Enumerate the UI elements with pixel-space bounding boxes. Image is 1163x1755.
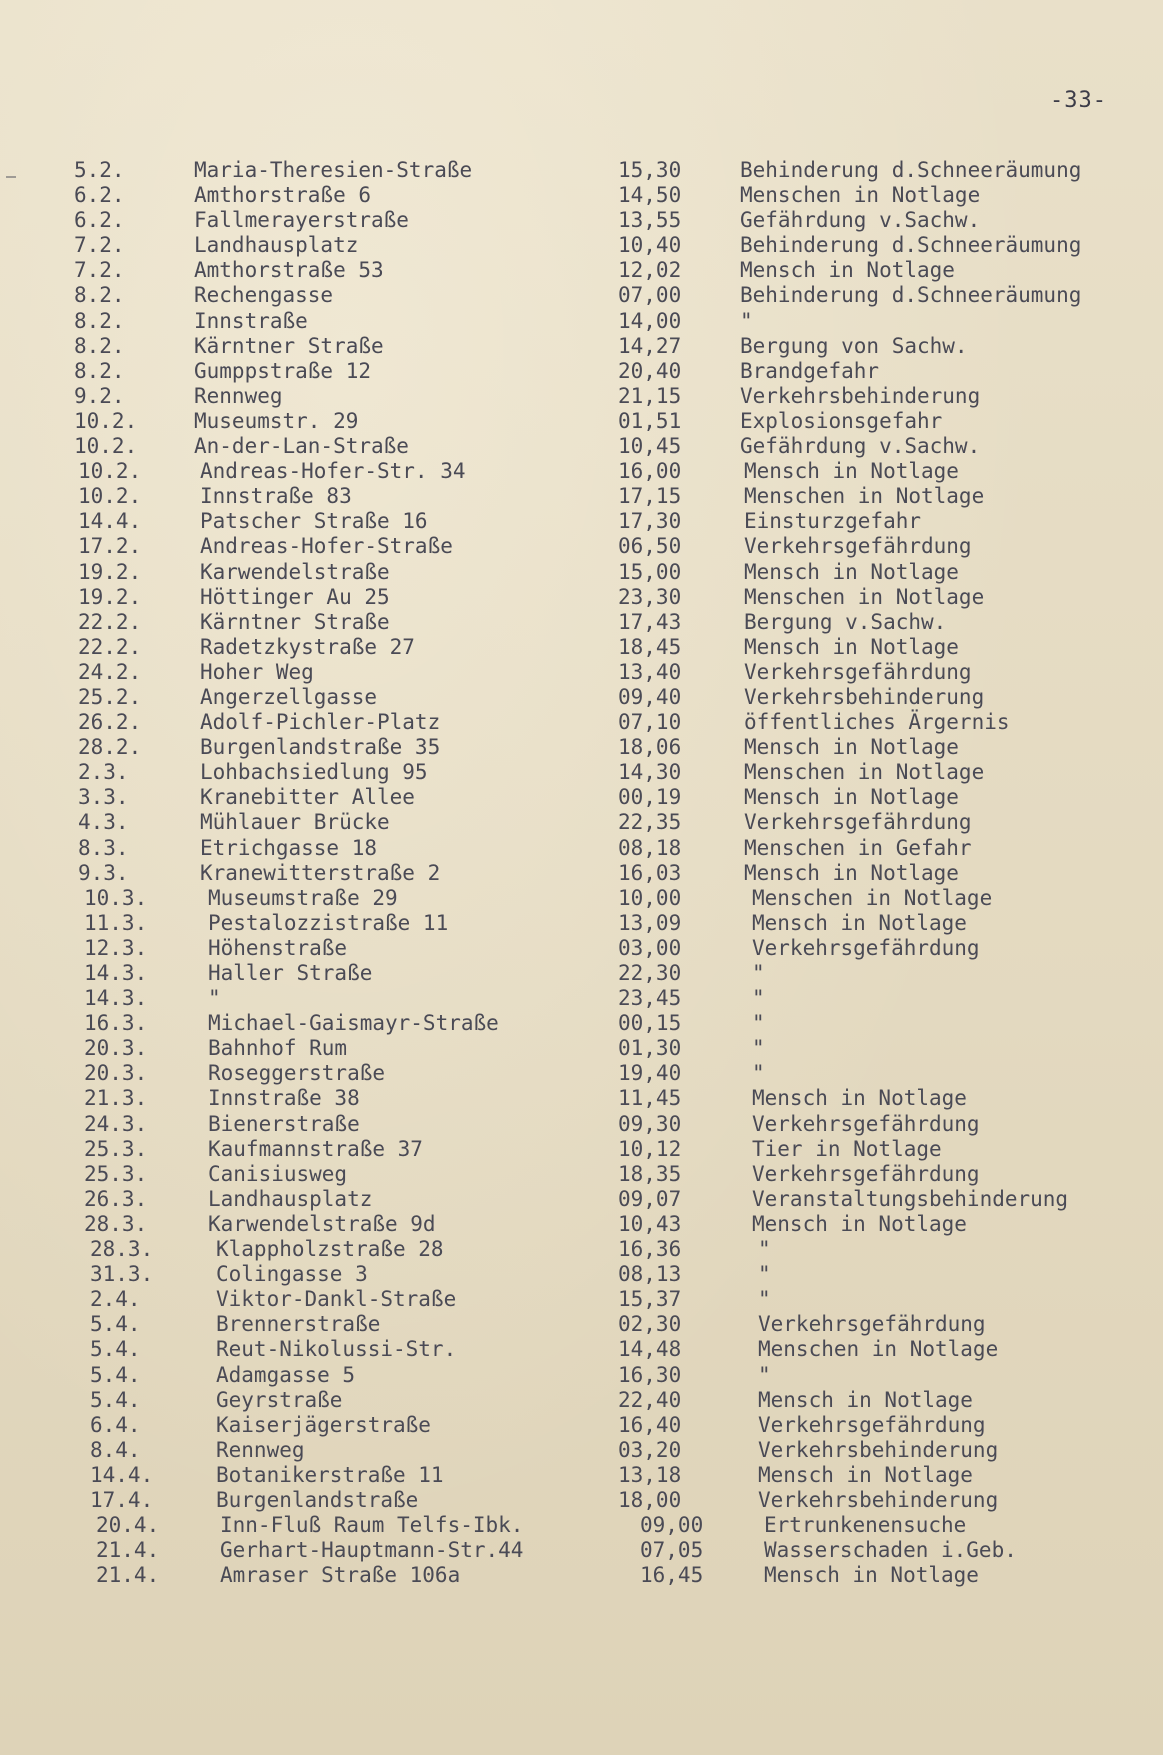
list-item [0,183,1163,208]
entry-place: Brennerstraße [216,1312,381,1337]
entry-place: " [208,986,221,1011]
entry-time: 13,55 [618,208,682,233]
entry-time: 09,30 [618,1111,682,1136]
entry-place: Haller Straße [208,961,373,985]
entry-date: 4.3. [78,810,129,835]
entry-reason: " [758,1362,771,1387]
entry-place: Adamgasse 5 [216,1362,356,1387]
entry-time: 18,00 [618,1487,682,1512]
entry-reason: Brandgefahr [740,358,880,383]
entry-place: Karwendelstraße 9d [208,1211,436,1236]
entry-reason: Verkehrsgefährdung [752,935,980,960]
entry-date: 7.2. [74,233,125,258]
entry-place: Museumstraße 29 [208,885,398,910]
list-item [0,459,1163,484]
list-item [0,635,1163,660]
entry-place: Innstraße [194,308,308,333]
entry-time: 09,40 [618,684,682,709]
entry-date: 6.4. [90,1412,141,1437]
list-item [0,1563,1163,1588]
entry-date: 17.4. [90,1487,154,1512]
entry-time: 11,45 [618,1086,682,1111]
entry-time: 10,12 [618,1136,682,1161]
entry-date: 8.2. [74,308,125,333]
list-item [0,785,1163,810]
entry-reason: Verkehrsbehinderung [740,383,981,408]
entry-reason: Verkehrsgefährdung [752,1161,980,1186]
entry-date: 14.4. [78,509,142,534]
entry-place: Landhausplatz [194,233,359,258]
entry-time: 15,00 [618,559,682,584]
entry-place: Amraser Straße 106a [220,1563,461,1588]
list-item [0,1488,1163,1513]
entry-place: Burgenlandstraße [216,1487,419,1512]
entry-reason: Veranstaltungsbehinderung [752,1186,1069,1211]
list-item [0,911,1163,936]
entry-date: 10.3. [84,885,148,910]
entry-reason: Mensch in Notlage [744,735,959,760]
entry-date: 9.3. [78,860,129,885]
list-item [0,484,1163,509]
entry-date: 6.2. [74,208,125,233]
entry-time: 14,00 [618,308,682,333]
list-item [0,208,1163,233]
entry-date: 10.2. [78,459,142,484]
entry-place: Viktor-Dankl-Straße [216,1287,457,1312]
entry-place: Gerhart-Hauptmann-Str.44 [220,1538,524,1563]
entry-reason: Verkehrsgefährdung [758,1412,986,1437]
entry-date: 5.2. [74,158,125,182]
entry-reason: Wasserschaden i.Geb. [764,1538,1017,1563]
entry-time: 22,35 [618,810,682,835]
entry-date: 22.2. [78,609,142,634]
entry-reason: Behinderung d.Schneeräumung [740,283,1082,308]
entry-date: 28.3. [90,1237,154,1262]
entry-date: 21.3. [84,1086,148,1111]
entry-reason: " [752,1011,765,1036]
entry-place: Kärntner Straße [200,609,390,634]
entry-time: 14,48 [618,1337,682,1362]
entry-date: 14.4. [90,1462,154,1487]
entry-place: Hoher Weg [200,659,314,684]
entry-time: 23,45 [618,986,682,1011]
entry-date: 25.3. [84,1161,148,1186]
entry-place: Kranewitterstraße 2 [200,860,441,885]
entry-place: Pestalozzistraße 11 [208,910,449,935]
entry-time: 22,40 [618,1387,682,1412]
entry-time: 10,45 [618,434,682,459]
entry-time: 01,30 [618,1036,682,1061]
entry-reason: Behinderung d.Schneeräumung [740,158,1082,182]
entry-date: 14.3. [84,961,148,985]
entry-date: 28.3. [84,1211,148,1236]
entry-place: Rennweg [216,1437,305,1462]
entry-place: Bahnhof Rum [208,1036,348,1061]
entry-reason: öffentliches Ärgernis [744,710,1010,735]
entry-time: 21,15 [618,383,682,408]
entry-place: Karwendelstraße [200,559,390,584]
entry-reason: Mensch in Notlage [758,1387,973,1412]
entry-reason: Mensch in Notlage [744,459,959,484]
entry-date: 24.2. [78,659,142,684]
entry-date: 10.2. [74,408,138,433]
entry-time: 12,02 [618,258,682,283]
list-item [0,760,1163,785]
entry-place: Rennweg [194,383,283,408]
list-item [0,836,1163,861]
entry-time: 20,40 [618,358,682,383]
entry-date: 10.2. [74,434,138,459]
entry-date: 20.3. [84,1036,148,1061]
entry-time: 14,50 [618,183,682,208]
list-item [0,585,1163,610]
list-item [0,685,1163,710]
entry-reason: Tier in Notlage [752,1136,942,1161]
entry-place: Museumstr. 29 [194,408,359,433]
entry-date: 2.3. [78,760,129,785]
entry-place: Angerzellgasse [200,684,378,709]
entry-date: 21.4. [96,1563,160,1588]
entry-reason: Verkehrsgefährdung [744,810,972,835]
entry-date: 2.4. [90,1287,141,1312]
list-item [0,1388,1163,1413]
entry-time: 18,06 [618,735,682,760]
entry-reason: Mensch in Notlage [758,1462,973,1487]
entry-time: 22,30 [618,961,682,985]
list-item [0,1237,1163,1262]
list-item [0,610,1163,635]
entry-reason: Menschen in Notlage [744,760,985,785]
entry-place: Amthorstraße 53 [194,258,384,283]
entry-time: 16,40 [618,1412,682,1437]
entry-reason: Verkehrsbehinderung [758,1437,999,1462]
entry-date: 28.2. [78,735,142,760]
entry-reason: Mensch in Notlage [744,785,959,810]
entry-reason: Gefährdung v.Sachw. [740,208,981,233]
entry-reason: " [740,308,753,333]
entry-reason: Mensch in Notlage [752,1086,967,1111]
entry-reason: Verkehrsgefährdung [752,1111,980,1136]
entry-reason: " [752,1061,765,1086]
list-item [0,810,1163,835]
list-item [0,660,1163,685]
entry-date: 20.4. [96,1513,160,1538]
entry-reason: Mensch in Notlage [752,1211,967,1236]
entry-reason: Verkehrsbehinderung [744,684,985,709]
entry-time: 06,50 [618,534,682,559]
entry-time: 23,30 [618,584,682,609]
list-item [0,1162,1163,1187]
entry-reason: " [752,986,765,1011]
list-item [0,1036,1163,1061]
entry-time: 16,45 [640,1563,704,1588]
entry-place: Roseggerstraße [208,1061,386,1086]
entry-date: 8.3. [78,835,129,860]
entry-place: Fallmerayerstraße [194,208,409,233]
entry-time: 10,40 [618,233,682,258]
entry-time: 08,18 [618,835,682,860]
entry-date: 5.4. [90,1337,141,1362]
entry-time: 16,30 [618,1362,682,1387]
list-item [0,534,1163,559]
entry-date: 24.3. [84,1111,148,1136]
list-item [0,258,1163,283]
entry-place: Adolf-Pichler-Platz [200,710,441,735]
entry-reason: Explosionsgefahr [740,408,943,433]
list-item [0,1312,1163,1337]
entry-reason: Mensch in Notlage [744,860,959,885]
entry-place: Landhausplatz [208,1186,373,1211]
entry-time: 09,00 [640,1513,704,1538]
entry-place: Höttinger Au 25 [200,584,390,609]
entry-date: 26.3. [84,1186,148,1211]
entry-reason: Bergung von Sachw. [740,333,968,358]
entry-date: 5.4. [90,1362,141,1387]
entry-place: Rechengasse [194,283,334,308]
entry-place: Etrichgasse 18 [200,835,378,860]
entry-reason: Mensch in Notlage [744,634,959,659]
entry-reason: Gefährdung v.Sachw. [740,434,981,459]
entry-time: 13,40 [618,659,682,684]
entry-time: 14,30 [618,760,682,785]
entry-reason: Menschen in Gefahr [744,835,972,860]
entry-reason: Mensch in Notlage [744,559,959,584]
entry-time: 08,13 [618,1262,682,1287]
entry-reason: Menschen in Notlage [758,1337,999,1362]
list-item [0,1112,1163,1137]
entry-date: 8.2. [74,283,125,308]
entry-place: Radetzkystraße 27 [200,634,415,659]
list-item [0,233,1163,258]
entry-date: 8.4. [90,1437,141,1462]
list-item [0,1287,1163,1312]
entry-place: Colingasse 3 [216,1262,368,1287]
entry-time: 17,43 [618,609,682,634]
entry-time: 18,35 [618,1161,682,1186]
entry-place: Kaufmannstraße 37 [208,1136,423,1161]
entry-time: 19,40 [618,1061,682,1086]
list-item [0,735,1163,760]
list-item [0,509,1163,534]
list-item [0,710,1163,735]
entry-time: 15,37 [618,1287,682,1312]
entry-place: Canisiusweg [208,1161,348,1186]
entry-place: Bienerstraße [208,1111,360,1136]
entry-reason: Mensch in Notlage [752,910,967,935]
list-item [0,1337,1163,1362]
entry-reason: Menschen in Notlage [752,885,993,910]
list-item [0,1137,1163,1162]
list-item [0,409,1163,434]
entry-reason: " [758,1287,771,1312]
entry-place: Innstraße 83 [200,484,352,509]
entry-time: 09,07 [618,1186,682,1211]
entry-date: 9.2. [74,383,125,408]
list-item [0,1187,1163,1212]
entry-reason: Bergung v.Sachw. [744,609,947,634]
entry-reason: Einsturzgefahr [744,509,922,534]
entry-place: Maria-Theresien-Straße [194,158,473,182]
entry-time: 10,00 [618,885,682,910]
entry-time: 10,43 [618,1211,682,1236]
entry-date: 7.2. [74,258,125,283]
entry-reason: Verkehrsbehinderung [758,1487,999,1512]
entry-time: 14,27 [618,333,682,358]
entry-reason: Behinderung d.Schneeräumung [740,233,1082,258]
entry-date: 12.3. [84,935,148,960]
entry-place: Innstraße 38 [208,1086,360,1111]
entry-place: Michael-Gaismayr-Straße [208,1011,499,1036]
list-item [0,936,1163,961]
entry-place: Patscher Straße 16 [200,509,428,534]
entry-place: Amthorstraße 6 [194,183,372,208]
entry-time: 03,00 [618,935,682,960]
entry-reason: Verkehrsgefährdung [758,1312,986,1337]
entry-reason: Mensch in Notlage [764,1563,979,1588]
entry-date: 17.2. [78,534,142,559]
list-item [0,961,1163,986]
list-item [0,986,1163,1011]
list-item [0,359,1163,384]
entry-place: Geyrstraße [216,1387,343,1412]
entry-time: 13,18 [618,1462,682,1487]
entry-time: 00,15 [618,1011,682,1036]
entry-place: Andreas-Hofer-Straße [200,534,453,559]
entry-reason: Mensch in Notlage [740,258,955,283]
page-number: -33- [1050,88,1107,113]
list-item [0,1438,1163,1463]
list-item [0,283,1163,308]
entry-place: Klappholzstraße 28 [216,1237,444,1262]
entry-date: 8.2. [74,358,125,383]
entry-time: 03,20 [618,1437,682,1462]
entry-date: 3.3. [78,785,129,810]
entry-place: Andreas-Hofer-Str. 34 [200,459,466,484]
list-item [0,1513,1163,1538]
entry-reason: " [752,1036,765,1061]
list-item [0,1413,1163,1438]
list-item [0,560,1163,585]
list-item [0,334,1163,359]
entry-place: Lohbachsiedlung 95 [200,760,428,785]
entry-reason: Ertrunkenensuche [764,1513,967,1538]
entry-place: Kaiserjägerstraße [216,1412,431,1437]
entry-date: 5.4. [90,1312,141,1337]
entry-reason: " [752,961,765,985]
entry-date: 21.4. [96,1538,160,1563]
entry-time: 07,00 [618,283,682,308]
entry-time: 13,09 [618,910,682,935]
entry-time: 16,03 [618,860,682,885]
entry-place: Botanikerstraße 11 [216,1462,444,1487]
entry-time: 01,51 [618,408,682,433]
entry-time: 07,10 [618,710,682,735]
entry-place: Mühlauer Brücke [200,810,390,835]
entry-reason: Menschen in Notlage [744,584,985,609]
entry-time: 16,36 [618,1237,682,1262]
entry-place: Höhenstraße [208,935,348,960]
list-item [0,1086,1163,1111]
entry-time: 16,00 [618,459,682,484]
entry-date: 8.2. [74,333,125,358]
entry-date: 25.2. [78,684,142,709]
list-item [0,1011,1163,1036]
entry-date: 11.3. [84,910,148,935]
entry-time: 02,30 [618,1312,682,1337]
entry-date: 19.2. [78,559,142,584]
entry-time: 17,15 [618,484,682,509]
entry-date: 26.2. [78,710,142,735]
entry-date: 16.3. [84,1011,148,1036]
entry-place: Kranebitter Allee [200,785,415,810]
entry-place: Reut-Nikolussi-Str. [216,1337,457,1362]
entry-time: 18,45 [618,634,682,659]
list-item [0,158,1163,183]
list-item [0,886,1163,911]
list-item [0,1262,1163,1287]
entry-reason: " [758,1262,771,1287]
entry-date: 25.3. [84,1136,148,1161]
entry-time: 17,30 [618,509,682,534]
entry-date: 6.2. [74,183,125,208]
list-item [0,1061,1163,1086]
entry-place: Kärntner Straße [194,333,384,358]
entry-date: 31.3. [90,1262,154,1287]
entry-list [0,158,1163,1588]
entry-place: An-der-Lan-Straße [194,434,409,459]
entry-date: 22.2. [78,634,142,659]
entry-time: 15,30 [618,158,682,182]
list-item [0,861,1163,886]
list-item [0,1538,1163,1563]
entry-date: 20.3. [84,1061,148,1086]
entry-place: Inn-Fluß Raum Telfs-Ibk. [220,1513,524,1538]
entry-date: 5.4. [90,1387,141,1412]
list-item [0,1463,1163,1488]
entry-date: 19.2. [78,584,142,609]
entry-time: 00,19 [618,785,682,810]
entry-reason: Verkehrsgefährdung [744,534,972,559]
entry-date: 14.3. [84,986,148,1011]
entry-date: 10.2. [78,484,142,509]
entry-place: Gumppstraße 12 [194,358,372,383]
entry-time: 07,05 [640,1538,704,1563]
entry-reason: Menschen in Notlage [744,484,985,509]
entry-reason: Menschen in Notlage [740,183,981,208]
entry-place: Burgenlandstraße 35 [200,735,441,760]
list-item [0,434,1163,459]
list-item [0,384,1163,409]
list-item [0,1212,1163,1237]
list-item [0,1363,1163,1388]
list-item [0,309,1163,334]
entry-reason: " [758,1237,771,1262]
entry-reason: Verkehrsgefährdung [744,659,972,684]
